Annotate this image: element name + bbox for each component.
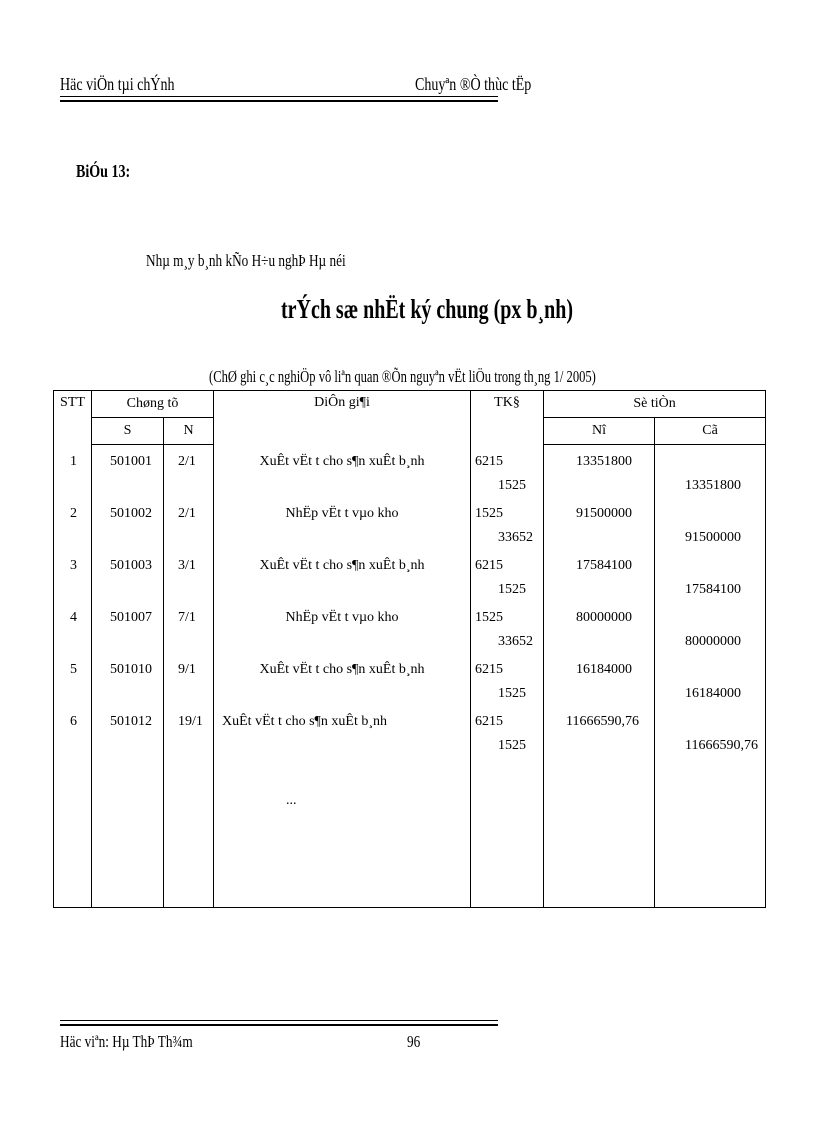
- footer-rule-bottom: [60, 1024, 498, 1026]
- table-row: [54, 705, 766, 757]
- row-tk-credit: 33652: [498, 634, 534, 649]
- header-stt: STT: [54, 391, 92, 445]
- row-tk-credit: 1525: [498, 686, 527, 701]
- row-debit-amount: 16184000: [576, 662, 633, 677]
- row-debit-amount: 91500000: [576, 506, 633, 521]
- header-co: Cã: [655, 418, 766, 445]
- row-stt: 1: [70, 453, 77, 469]
- row-ngay: 2/1: [178, 506, 196, 521]
- row-debit-amount: 80000000: [576, 610, 633, 625]
- header-school: Häc viÖn tµi chÝnh: [60, 74, 175, 94]
- row-stt: 2: [70, 506, 77, 521]
- table-row: [54, 601, 766, 653]
- row-desc: XuÊt vËt t cho s¶n xuÊt b¸nh: [222, 714, 388, 729]
- row-tk-debit: 6215: [475, 662, 504, 677]
- row-ngay: 9/1: [178, 662, 196, 677]
- header-no: Nî: [544, 418, 655, 445]
- page-number: 96: [407, 1032, 421, 1051]
- row-so: 501001: [110, 454, 152, 469]
- row-ngay: 2/1: [178, 454, 196, 469]
- row-tk-debit: 6215: [475, 714, 504, 729]
- row-tk-credit: 1525: [498, 477, 527, 493]
- row-debit-amount: 17584100: [576, 558, 633, 573]
- row-credit-amount: 17584100: [685, 582, 742, 597]
- row-ngay: 3/1: [178, 558, 196, 573]
- header-ngay: N: [164, 418, 214, 445]
- table-row: [54, 653, 766, 705]
- row-desc: NhËp vËt t vµo kho: [285, 610, 399, 625]
- row-so: 501002: [110, 506, 152, 521]
- row-ngay: 7/1: [178, 610, 196, 625]
- journal-title: trÝch sæ nhËt ký chung (px b¸nh): [281, 294, 574, 324]
- row-credit-amount: 80000000: [685, 634, 742, 649]
- row-desc: XuÊt vËt t cho s¶n xuÊt b¸nh: [259, 558, 425, 573]
- company-name: Nhµ m¸y b¸nh kÑo H÷u nghÞ Hµ néi: [146, 251, 346, 270]
- row-credit-amount: 11666590,76: [685, 738, 758, 753]
- row-stt: 5: [70, 662, 77, 677]
- figure-label: BiÓu 13:: [76, 161, 131, 181]
- row-credit-amount: 91500000: [685, 530, 742, 545]
- row-stt: 6: [70, 714, 77, 729]
- row-desc: XuÊt vËt t cho s¶n xuÊt b¸nh: [259, 662, 425, 677]
- header-report-type: Chuyªn ®Ò thùc tËp: [415, 74, 532, 94]
- header-rule-top: [60, 96, 498, 97]
- row-so: 501012: [110, 714, 152, 729]
- table-row: [54, 549, 766, 601]
- row-tk-debit: 6215: [475, 558, 504, 573]
- row-credit-amount: 13351800: [685, 478, 742, 493]
- row-tk-debit: 1525: [475, 506, 504, 521]
- row-tk-credit: 33652: [498, 530, 534, 545]
- row-debit-amount: 11666590,76: [566, 714, 639, 729]
- journal-subtitle: (ChØ ghi c¸c nghiÖp vô liªn quan ®Õn nguyªn vËt liÖu trong th¸ng 1/ 2005): [209, 367, 596, 386]
- row-credit-amount: 16184000: [685, 686, 742, 701]
- row-so: 501010: [110, 662, 152, 677]
- header-so: S: [92, 418, 164, 445]
- header-dien-giai: DiÔn gi¶i: [214, 391, 471, 445]
- row-desc: XuÊt vËt t cho s¶n xuÊt b¸nh: [259, 453, 425, 469]
- row-tk-credit: 1525: [498, 738, 527, 753]
- row-tk-debit: 6215: [475, 453, 504, 469]
- table-row: [54, 497, 766, 549]
- footer-rule-top: [60, 1020, 498, 1021]
- row-debit-amount: 13351800: [576, 454, 633, 469]
- row-stt: 3: [70, 558, 77, 573]
- table-row-continuation: [54, 757, 766, 908]
- table-row: [54, 445, 766, 498]
- row-stt: 4: [70, 610, 77, 625]
- header-rule-bottom: [60, 100, 498, 102]
- footer-student: Häc viªn: Hµ ThÞ Th¾m: [60, 1032, 193, 1051]
- row-desc: NhËp vËt t vµo kho: [285, 506, 399, 521]
- header-chung-tu: Chøng tõ: [92, 391, 214, 418]
- continuation-ellipsis: ...: [286, 793, 297, 808]
- header-so-tien: Sè tiÒn: [544, 391, 766, 418]
- row-tk-debit: 1525: [475, 610, 504, 625]
- row-ngay: 19/1: [178, 714, 203, 729]
- row-so: 501007: [110, 610, 152, 625]
- general-journal-table: [53, 390, 766, 908]
- header-tk: TK§: [471, 391, 544, 445]
- row-so: 501003: [110, 558, 152, 573]
- row-tk-credit: 1525: [498, 582, 527, 597]
